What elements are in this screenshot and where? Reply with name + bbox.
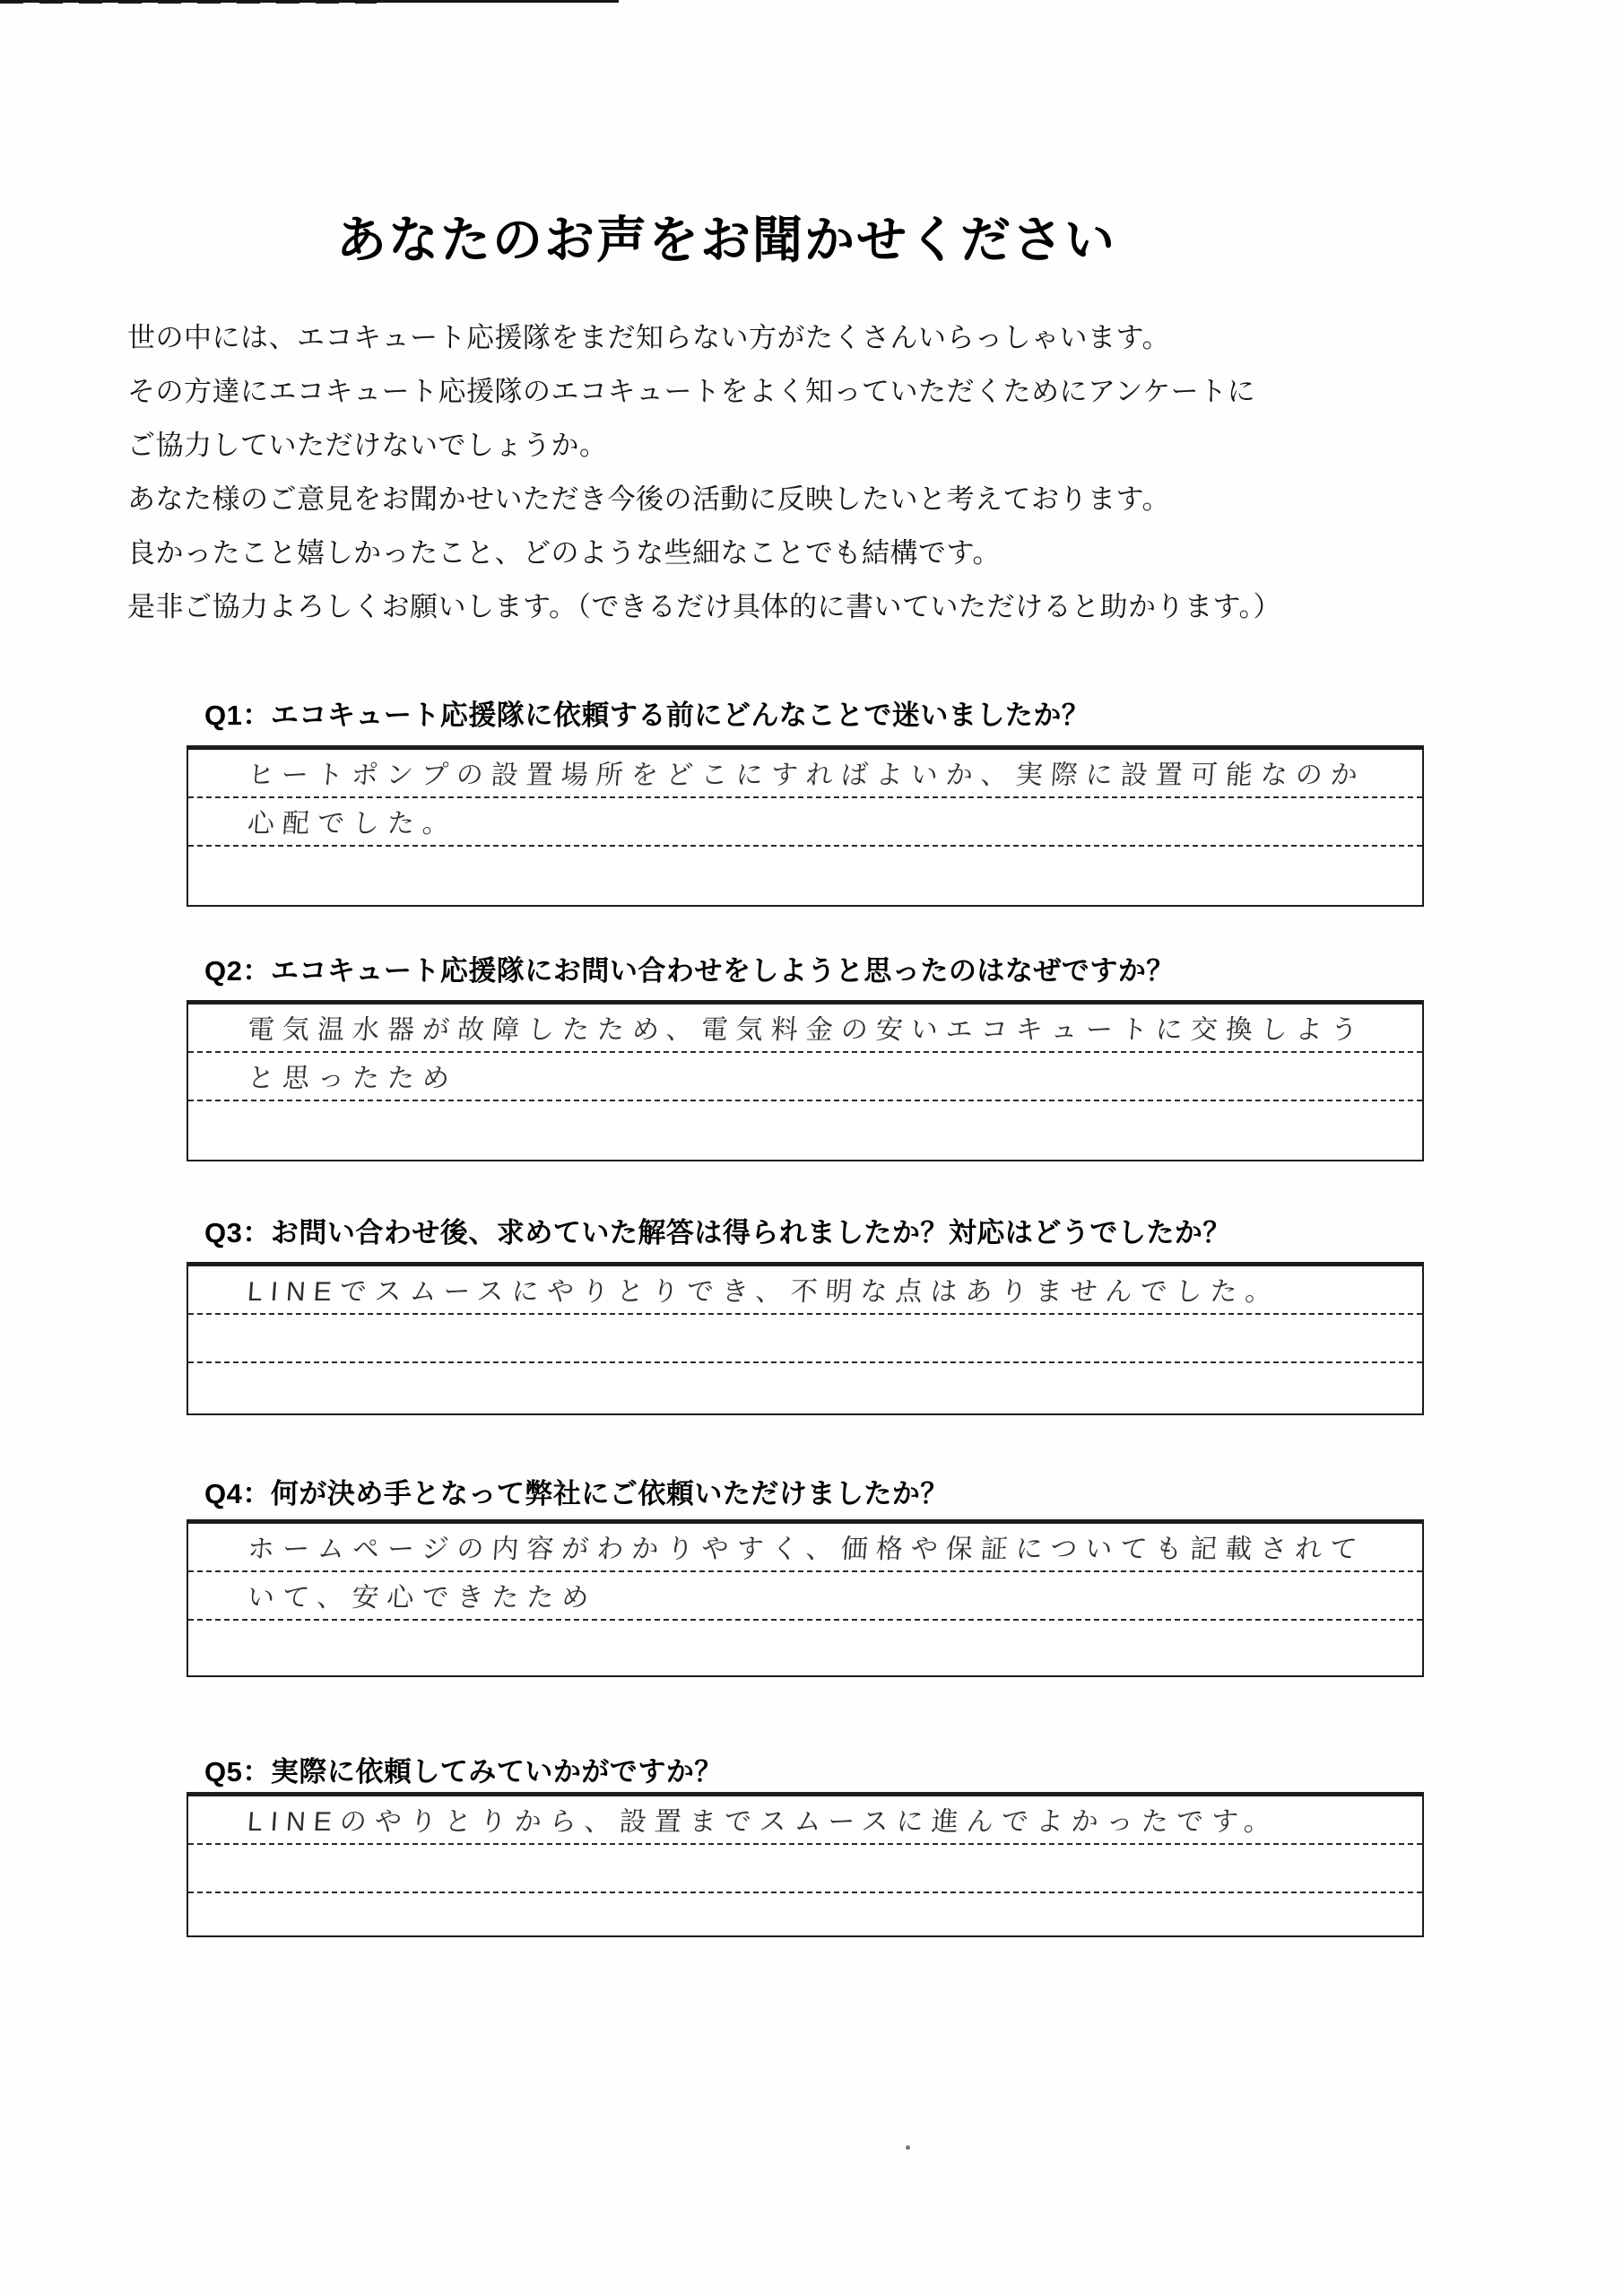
page-title: あなたのお声をお聞かせください — [336, 211, 1116, 268]
handwritten-answer-line: ヒートポンプの設置場所をどこにすればよいか、実際に設置可能なのか — [246, 761, 1367, 790]
answer-row — [188, 1524, 1422, 1572]
answer-row — [188, 750, 1422, 798]
answer-row-empty — [188, 847, 1422, 905]
answer-row — [188, 1053, 1422, 1101]
answer-row-empty — [188, 1363, 1422, 1413]
scan-artifact-dot — [906, 2145, 910, 2150]
answer-row — [188, 1796, 1422, 1845]
answer-row — [188, 798, 1422, 847]
answer-row — [188, 1004, 1422, 1053]
question-label-q1: Q1：エコキュート応援隊に依頼する前にどんなことで迷いましたか？ — [204, 700, 1090, 731]
answer-box-q1 — [187, 745, 1424, 907]
handwritten-answer-line: 電気温水器が故障したため、電気料金の安いエコキュートに交換しよう — [246, 1015, 1367, 1045]
intro-line: その方達にエコキュート応援隊のエコキュートをよく知っていただくためにアンケートに — [127, 376, 1256, 407]
answer-box-q5 — [187, 1792, 1424, 1937]
scan-artifact-top-line — [0, 0, 619, 3]
answer-row-empty — [188, 1845, 1422, 1893]
handwritten-answer-line: と思ったため — [246, 1064, 459, 1093]
handwritten-answer-line: LINEでスムースにやりとりでき、不明な点はありませんでした。 — [246, 1277, 1281, 1307]
intro-line: ご協力していただけないでしょうか。 — [127, 430, 608, 461]
intro-line: 良かったこと嬉しかったこと、どのような些細なことでも結構です。 — [127, 537, 1002, 569]
answer-box-q4 — [187, 1519, 1424, 1677]
question-label-q5: Q5：実際に依頼してみていかがですか？ — [204, 1756, 723, 1787]
answer-row-empty — [188, 1101, 1422, 1160]
answer-box-q2 — [187, 1000, 1424, 1161]
handwritten-answer-line: いて、安心できたため — [246, 1583, 598, 1613]
handwritten-answer-line: ホームページの内容がわかりやすく、価格や保証についても記載されて — [246, 1535, 1367, 1564]
intro-line: 世の中には、エコキュート応援隊をまだ知らない方がたくさんいらっしゃいます。 — [127, 322, 1171, 353]
intro-line: 是非ご協力よろしくお願いします。（できるだけ具体的に書いていただけると助かります。） — [127, 591, 1282, 622]
intro-line: あなた様のご意見をお聞かせいただき今後の活動に反映したいと考えております。 — [127, 483, 1171, 515]
handwritten-answer-line: 心配でした。 — [246, 809, 459, 839]
answer-row-empty — [188, 1893, 1422, 1935]
question-label-q3: Q3：お問い合わせ後、求めていた解答は得られましたか？対応はどうでしたか？ — [204, 1217, 1231, 1248]
handwritten-answer-line: LINEのやりとりから、設置までスムースに進んでよかったです。 — [246, 1807, 1280, 1837]
answer-box-q3 — [187, 1262, 1424, 1415]
answer-row — [188, 1572, 1422, 1621]
answer-row-empty — [188, 1621, 1422, 1675]
intro-paragraph — [127, 311, 1526, 634]
answer-row-empty — [188, 1315, 1422, 1363]
question-label-q2: Q2：エコキュート応援隊にお問い合わせをしようと思ったのはなぜですか？ — [204, 955, 1175, 987]
question-label-q4: Q4：何が決め手となって弊社にご依頼いただけましたか？ — [204, 1478, 949, 1509]
answer-row — [188, 1266, 1422, 1315]
